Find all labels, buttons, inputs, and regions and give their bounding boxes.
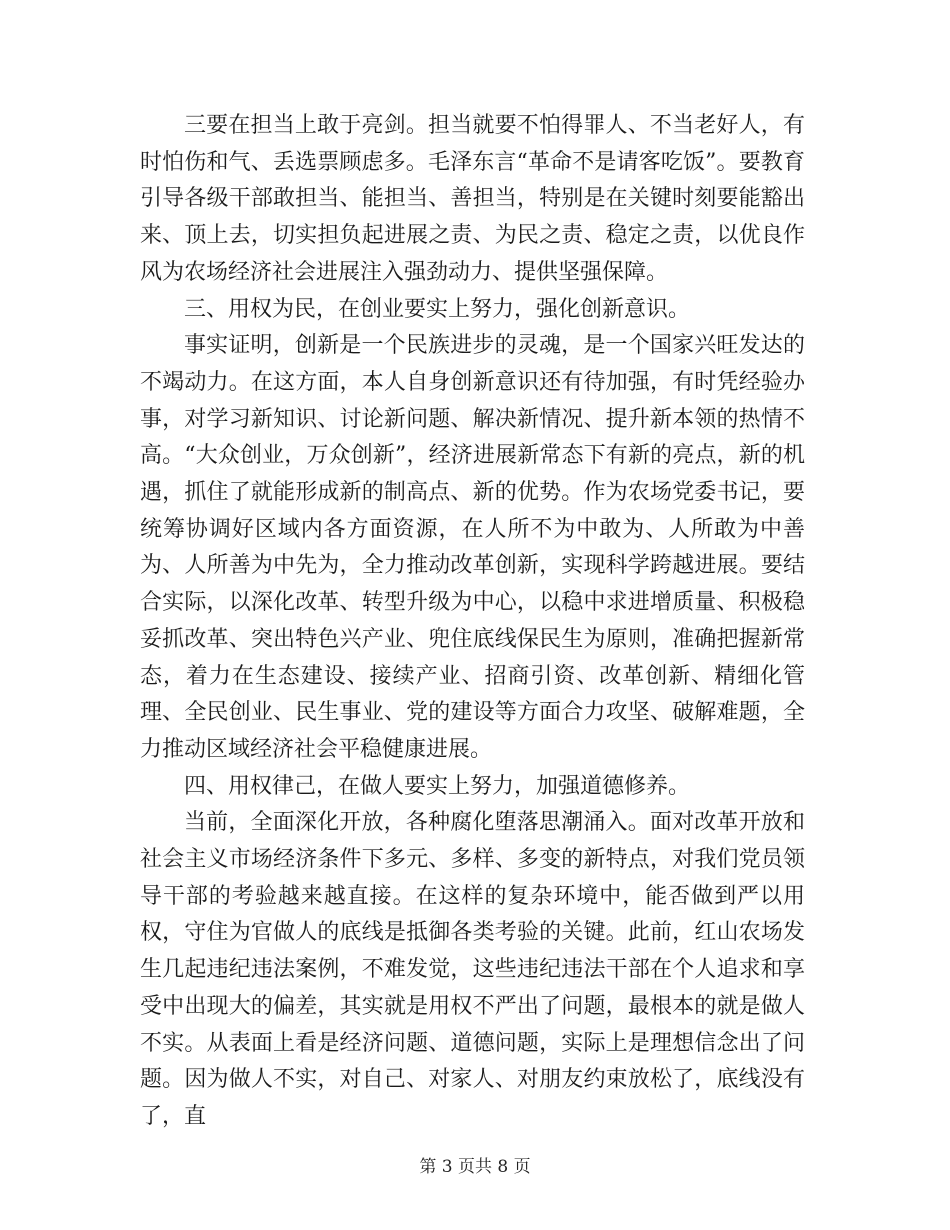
paragraph-3: 当前，全面深化开放，各种腐化堕落思潮涌入。面对改革开放和社会主义市场经济条件下多元、多样、多变的新特点，对我们党员领导干部的考验越来越直接。在这样的复杂环境中，能否做到严以用权，守住为官做人的底线是抵御各类考验的关键。此前，红山农场发生几起违纪违法案例，不难发觉，这些违纪违法干部在个人追求和享受中出现大的偏差，其实就是用权不严出了问题，最根本的就是做人不实。从表面上看是经济问题、道德问题，实际上是理想信念出了问题。因为做人不实，对自己、对家人、对朋友约束放松了，底线没有了，直 (140, 810, 805, 1129)
paragraph-1: 三要在担当上敢于亮剑。担当就要不怕得罪人、不当老好人，有时怕伤和气、丢选票顾虑多。毛泽东言“革命不是请客吃饭”。要教育引导各级干部敢担当、能担当、善担当，特别是在关键时刻要能豁出来、顶上去，切实担负起进展之责、为民之责、稳定之责，以优良作风为农场经济社会进展注入强劲动力、提供坚强保障。 (140, 113, 805, 285)
section-heading-3: 三、用权为民，在创业要实上努力，强化创新意识。 (184, 296, 691, 322)
paragraph-2: 事实证明，创新是一个民族进步的灵魂，是一个国家兴旺发达的不竭动力。在这方面，本人自身创新意识还有待加强，有时凭经验办事，对学习新知识、讨论新问题、解决新情况、提升新本领的热情不高。“大众创业，万众创新”，经济进展新常态下有新的亮点，新的机遇，抓住了就能形成新的制高点、新的优势。作为农场党委书记，要统筹协调好区域内各方面资源，在人所不为中敢为、人所敢为中善为、人所善为中先为，全力推动改革创新，实现科学跨越进展。要结合实际，以深化改革、转型升级为中心，以稳中求进增质量、积极稳妥抓改革、突出特色兴产业、兜住底线保民生为原则，准确把握新常态，着力在生态建设、接续产业、招商引资、改革创新、精细化管理、全民创业、民生事业、党的建设等方面合力攻坚、破解难题，全力推动区域经济社会平稳健康进展。 (140, 333, 805, 762)
document-body (140, 108, 805, 1136)
section-heading-4: 四、用权律己，在做人要实上努力，加强道德修养。 (184, 773, 691, 799)
page-footer: 第 3 页共 8 页 (419, 1157, 531, 1177)
